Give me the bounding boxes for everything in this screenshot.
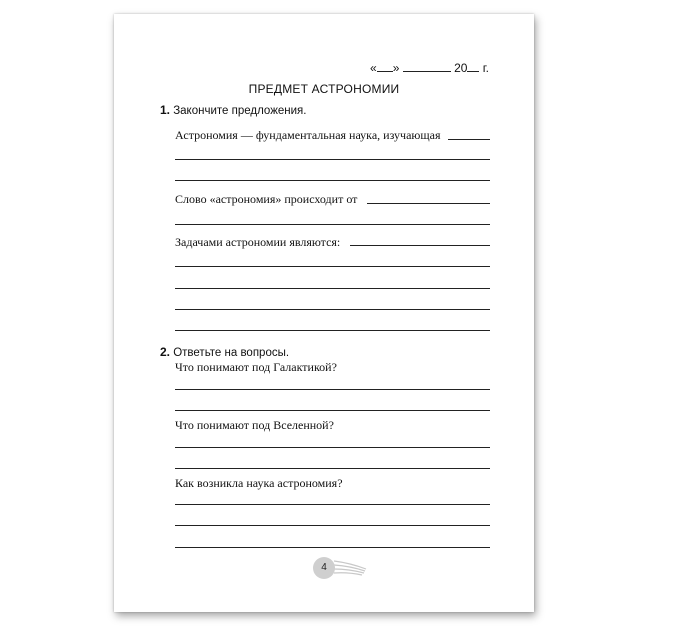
question-1: Что понимают под Галактикой? — [175, 360, 337, 374]
swoosh-decoration-icon — [332, 555, 368, 581]
task-2-number: 2. — [160, 345, 171, 359]
sentence-2: Слово «астрономия» происходит от — [175, 192, 358, 206]
answer-line[interactable] — [448, 139, 490, 140]
answer-line[interactable] — [175, 266, 490, 267]
answer-line[interactable] — [350, 245, 490, 246]
task-1-number: 1. — [160, 103, 171, 117]
answer-line[interactable] — [175, 224, 490, 225]
quote-open: « — [370, 61, 377, 75]
answer-line[interactable] — [175, 309, 490, 310]
year-prefix: 20 — [454, 61, 468, 75]
day-blank[interactable] — [377, 62, 393, 72]
task-2-heading — [160, 345, 289, 359]
date-field — [370, 61, 489, 75]
page-number: 4 — [313, 557, 335, 579]
workbook-page — [114, 14, 534, 612]
answer-line[interactable] — [175, 504, 490, 505]
task-2-label: Ответьте на вопросы. — [173, 347, 290, 359]
answer-line[interactable] — [175, 447, 490, 448]
answer-line[interactable] — [175, 159, 490, 160]
task-1-label: Закончите предложения. — [173, 105, 307, 117]
answer-line[interactable] — [175, 180, 490, 181]
answer-line[interactable] — [175, 410, 490, 411]
task-1-heading — [160, 103, 306, 117]
question-2: Что понимают под Вселенной? — [175, 418, 334, 432]
answer-line[interactable] — [175, 330, 490, 331]
quote-close: » — [392, 61, 400, 75]
year-blank[interactable] — [467, 62, 479, 72]
sentence-3: Задачами астрономии являются: — [175, 235, 341, 249]
year-suffix: г. — [482, 61, 490, 75]
answer-line[interactable] — [175, 389, 490, 390]
answer-line[interactable] — [175, 525, 490, 526]
page-title: ПРЕДМЕТ АСТРОНОМИИ — [248, 82, 400, 96]
answer-line[interactable] — [175, 547, 490, 548]
sentence-1: Астрономия — фундаментальная наука, изучающая — [175, 128, 441, 142]
month-blank[interactable] — [403, 62, 451, 72]
answer-line[interactable] — [367, 203, 490, 204]
answer-line[interactable] — [175, 288, 490, 289]
answer-line[interactable] — [175, 468, 490, 469]
question-3: Как возникла наука астрономия? — [175, 476, 343, 490]
